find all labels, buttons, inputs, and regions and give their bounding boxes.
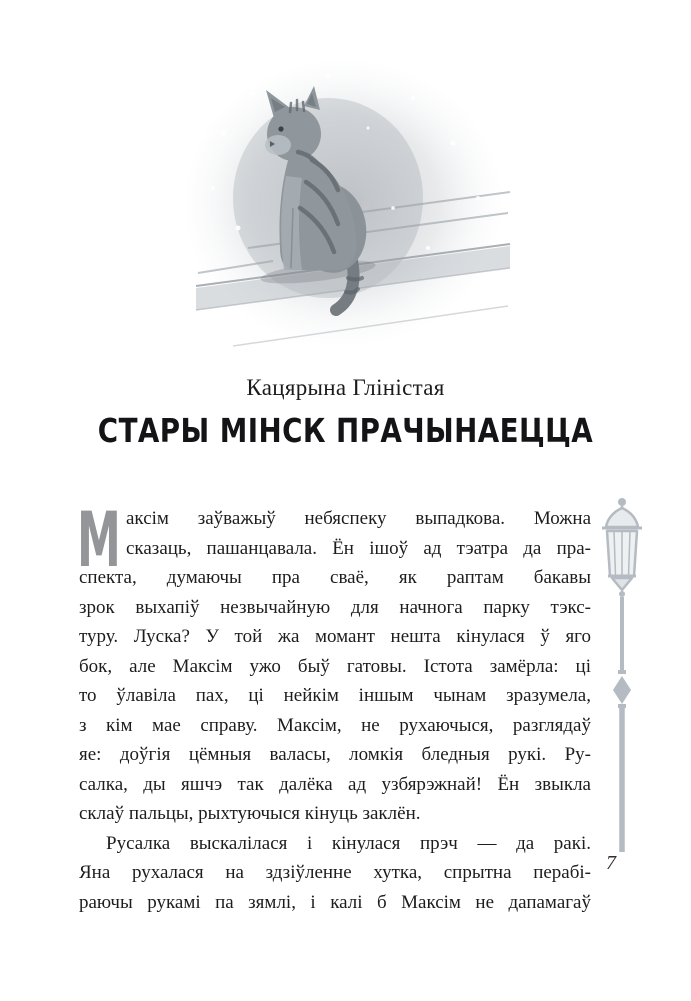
- text-line: сказаць, пашанцавала. Ён ішоў ад тэатра да пра-: [126, 537, 591, 559]
- text-line: Русалка выскалілася і кінулася прэч — да ракі.: [106, 832, 591, 854]
- text-line: салка, ды яшчэ так далёка ад узбярэжнай! Ён звыкла: [79, 773, 591, 795]
- text-line: спекта, думаючы пра сваё, як раптам бакавы: [79, 567, 591, 588]
- text-line: зрок выхапіў незвычайную для начнога парку тэкс-: [79, 596, 591, 618]
- author-name: Кацярына Гліністая: [246, 375, 445, 400]
- text-line: Яна рухалася на здзіўленне хутка, спрытна перабі-: [79, 862, 591, 883]
- page-number: 7: [606, 852, 616, 874]
- body-text: [77, 495, 591, 917]
- text-line: з кім мае справу. Максім, не рухаючыся, разглядаў: [79, 714, 591, 736]
- text-line: то ўлавіла пах, ці нейкім іншым чынам зразумела,: [79, 685, 591, 706]
- street-lamp-icon: [594, 494, 650, 866]
- text-line: бок, але Максім ужо быў гатовы. Істота замёрла: ці: [79, 655, 591, 677]
- text-line: раючы рукамі па зямлі, і калі б Максім не дапамагаў: [79, 891, 591, 913]
- cat-illustration: [178, 48, 513, 358]
- text-line: аксім заўважыў небяспеку выпадкова. Можна: [126, 508, 591, 529]
- drop-cap: [77, 495, 121, 584]
- drop-cap-letter: М: [77, 495, 121, 584]
- text-line: туру. Луска? У той жа момант нешта кінулася ў яго: [79, 626, 591, 647]
- text-line: склаў пальцы, рыхтуючыся кінуць заклён.: [79, 803, 421, 824]
- book-title: СТАРЫ МІНСК ПРАЧЫНАЕЦЦА: [97, 411, 594, 450]
- text-line: яе: доўгія цёмныя валасы, ломкія бледныя рукі. Ру-: [79, 744, 591, 765]
